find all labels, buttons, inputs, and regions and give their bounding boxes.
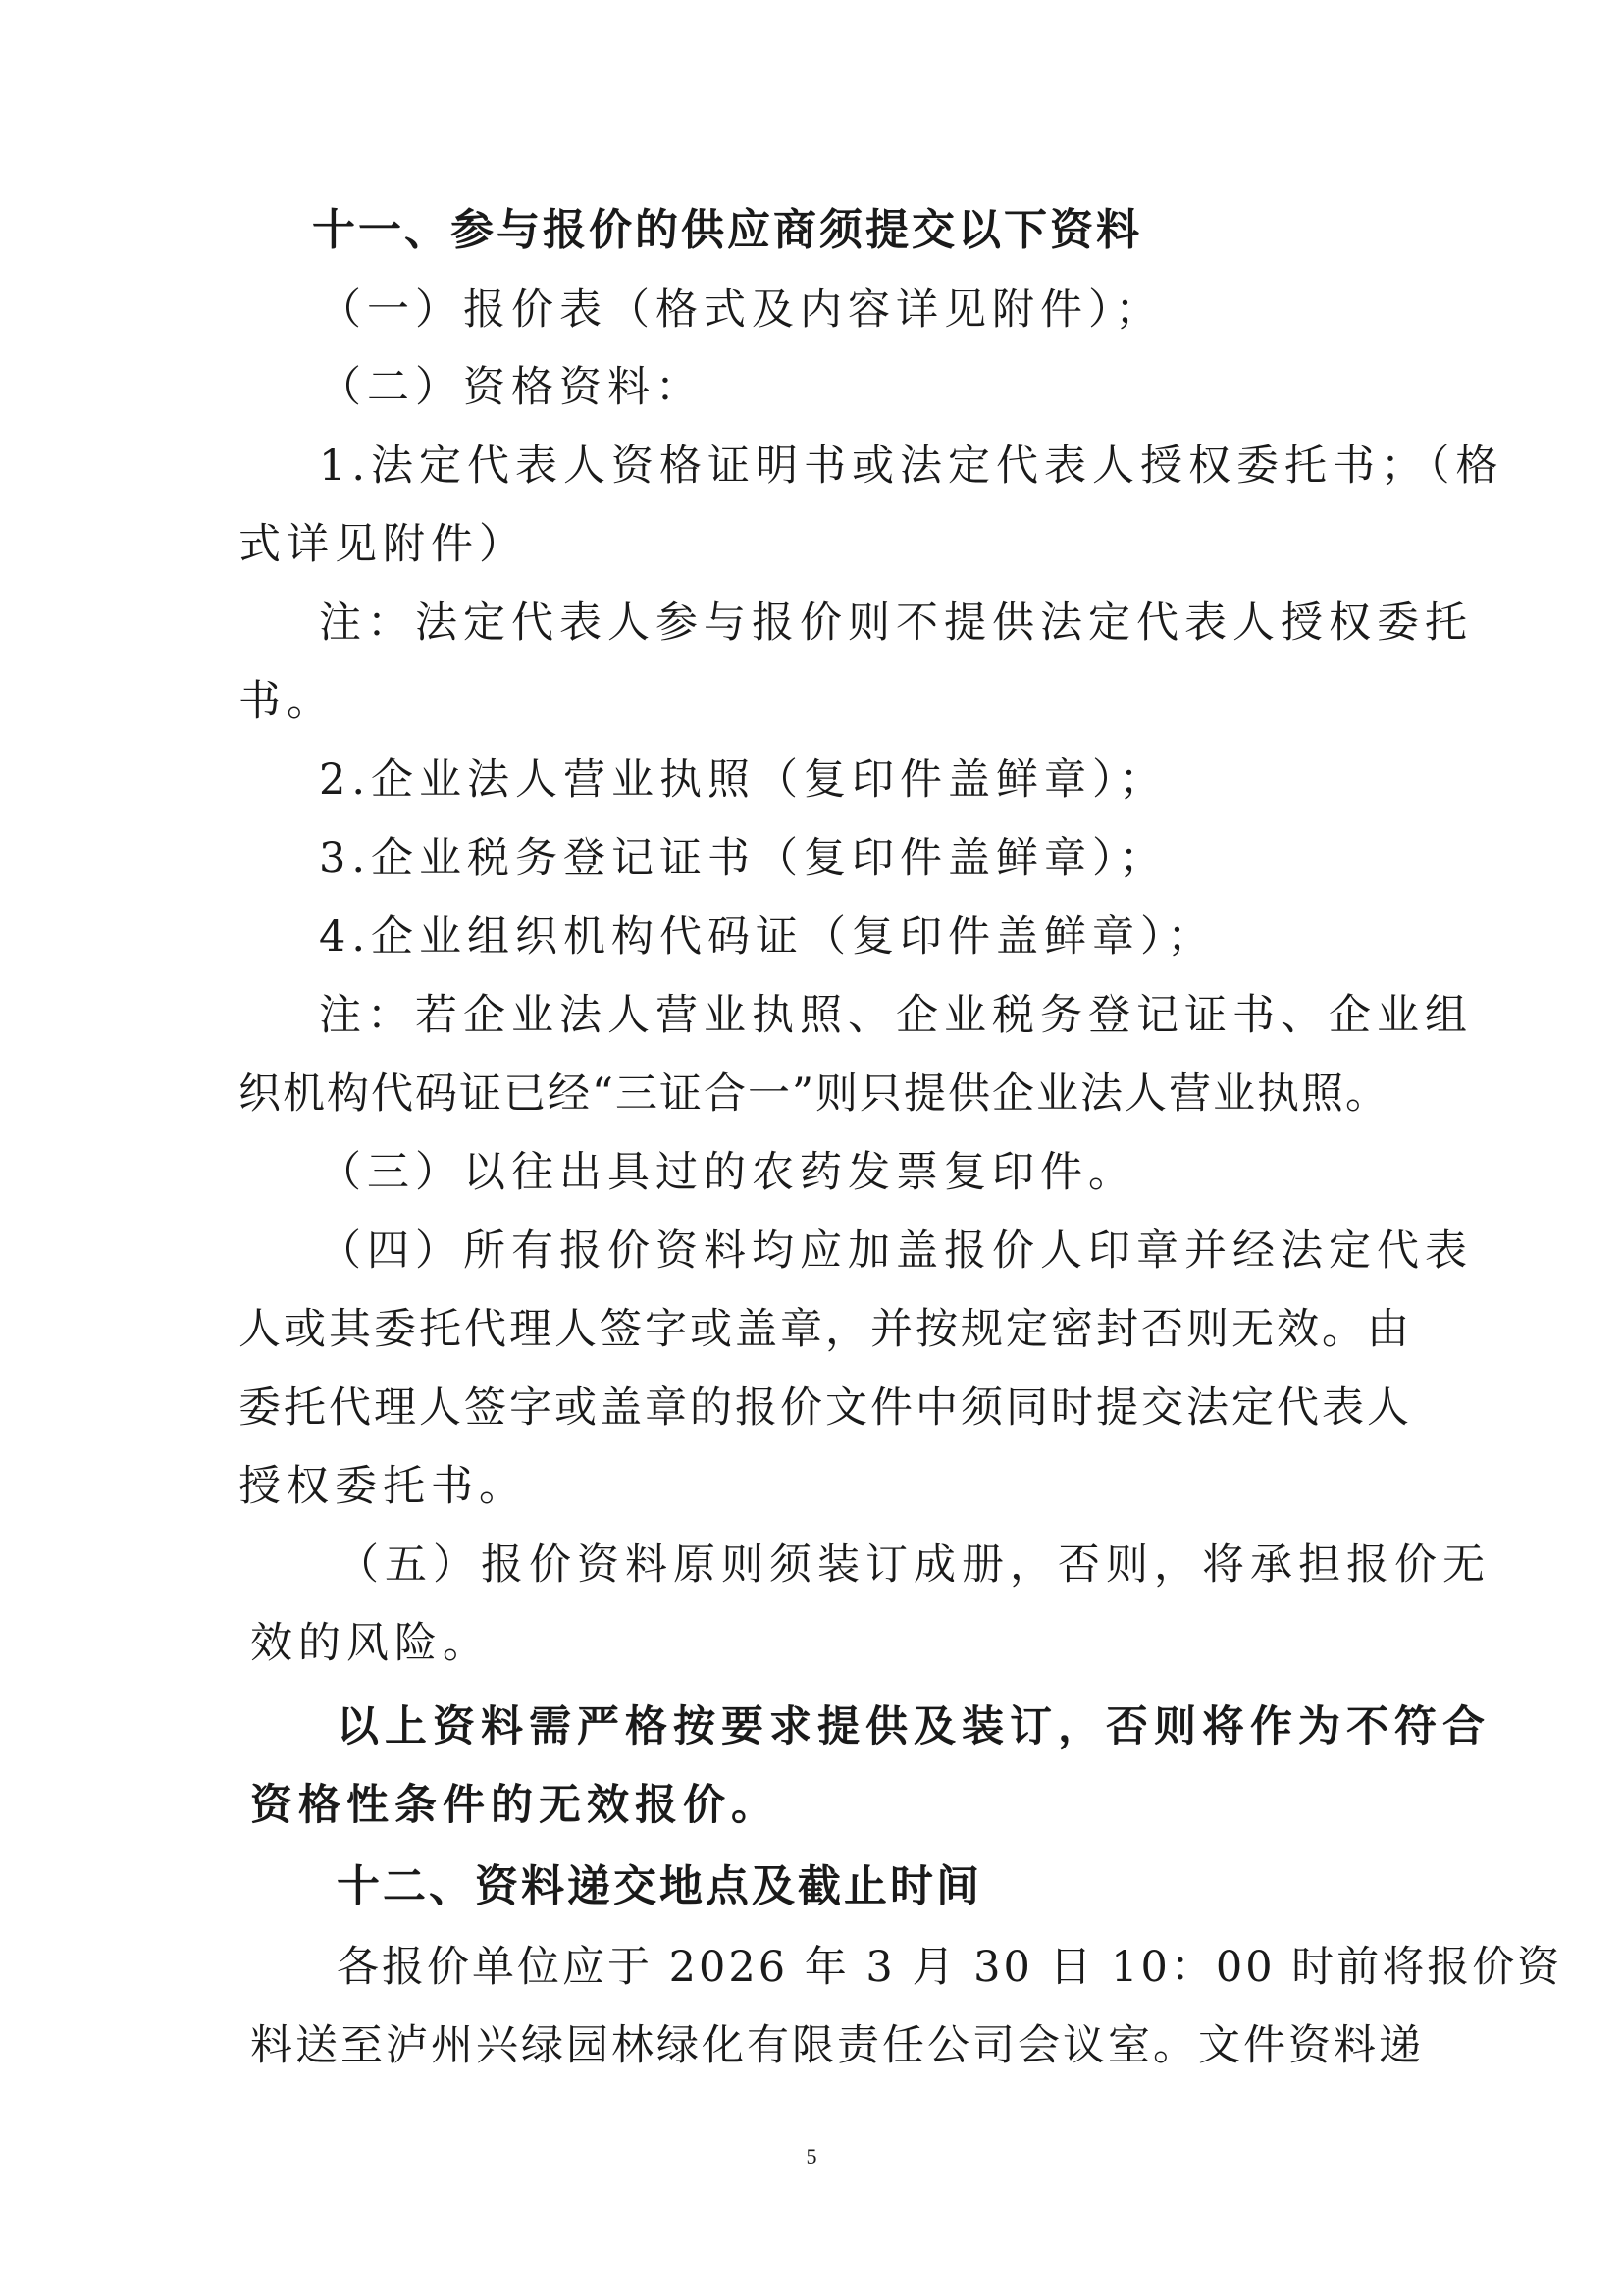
emphasis-line-1: 以上资料需严格按要求提供及装订，否则将作为不符合	[337, 1702, 1491, 1751]
page-number: 5	[806, 2144, 817, 2168]
sub-item-4: 4.企业组织机构代码证（复印件盖鲜章）；	[319, 913, 1216, 962]
sub-item-2: 2.企业法人营业执照（复印件盖鲜章）；	[319, 756, 1168, 805]
item-binding-line-1: （五）报价资料原则须装订成册，否则，将承担报价无	[337, 1540, 1491, 1590]
section-heading-11: 十一、参与报价的供应商须提交以下资料	[312, 205, 1142, 255]
note-2-line-1: 注：若企业法人营业执照、企业税务登记证书、企业组	[319, 991, 1473, 1040]
sub-item-1-line-1: 1.法定代表人资格证明书或法定代表人授权委托书；（格	[319, 442, 1504, 491]
item-qualification-docs: （二）资格资料：	[319, 363, 704, 412]
submission-line-1: 各报价单位应于 2026 年 3 月 30 日 10：00 时前将报价资	[337, 1943, 1563, 1992]
section-heading-12: 十二、资料递交地点及截止时间	[337, 1861, 982, 1911]
item-seal-sign-line-3: 委托代理人签字或盖章的报价文件中须同时提交法定代表人	[238, 1383, 1412, 1433]
item-binding-line-2: 效的风险。	[250, 1619, 491, 1668]
sub-item-1-line-2: 式详见附件）	[238, 520, 527, 569]
item-seal-sign-line-2: 人或其委托代理人签字或盖章，并按规定密封否则无效。由	[238, 1305, 1412, 1354]
note-2-line-2: 织机构代码证已经“三证合一”则只提供企业法人营业执照。	[238, 1070, 1389, 1119]
emphasis-line-2: 资格性条件的无效报价。	[250, 1781, 779, 1830]
sub-item-3: 3.企业税务登记证书（复印件盖鲜章）；	[319, 834, 1168, 883]
item-seal-sign-line-1: （四）所有报价资料均应加盖报价人印章并经法定代表	[319, 1226, 1473, 1276]
submission-line-2: 料送至泸州兴绿园林绿化有限责任公司会议室。文件资料递	[250, 2021, 1424, 2070]
note-1-line-2: 书。	[238, 677, 335, 726]
item-quote-form: （一）报价表（格式及内容详见附件）；	[319, 286, 1164, 335]
item-invoice-copies: （三）以往出具过的农药发票复印件。	[319, 1148, 1136, 1197]
item-seal-sign-line-4: 授权委托书。	[238, 1462, 527, 1511]
note-1-line-1: 注：法定代表人参与报价则不提供法定代表人授权委托	[319, 599, 1473, 648]
